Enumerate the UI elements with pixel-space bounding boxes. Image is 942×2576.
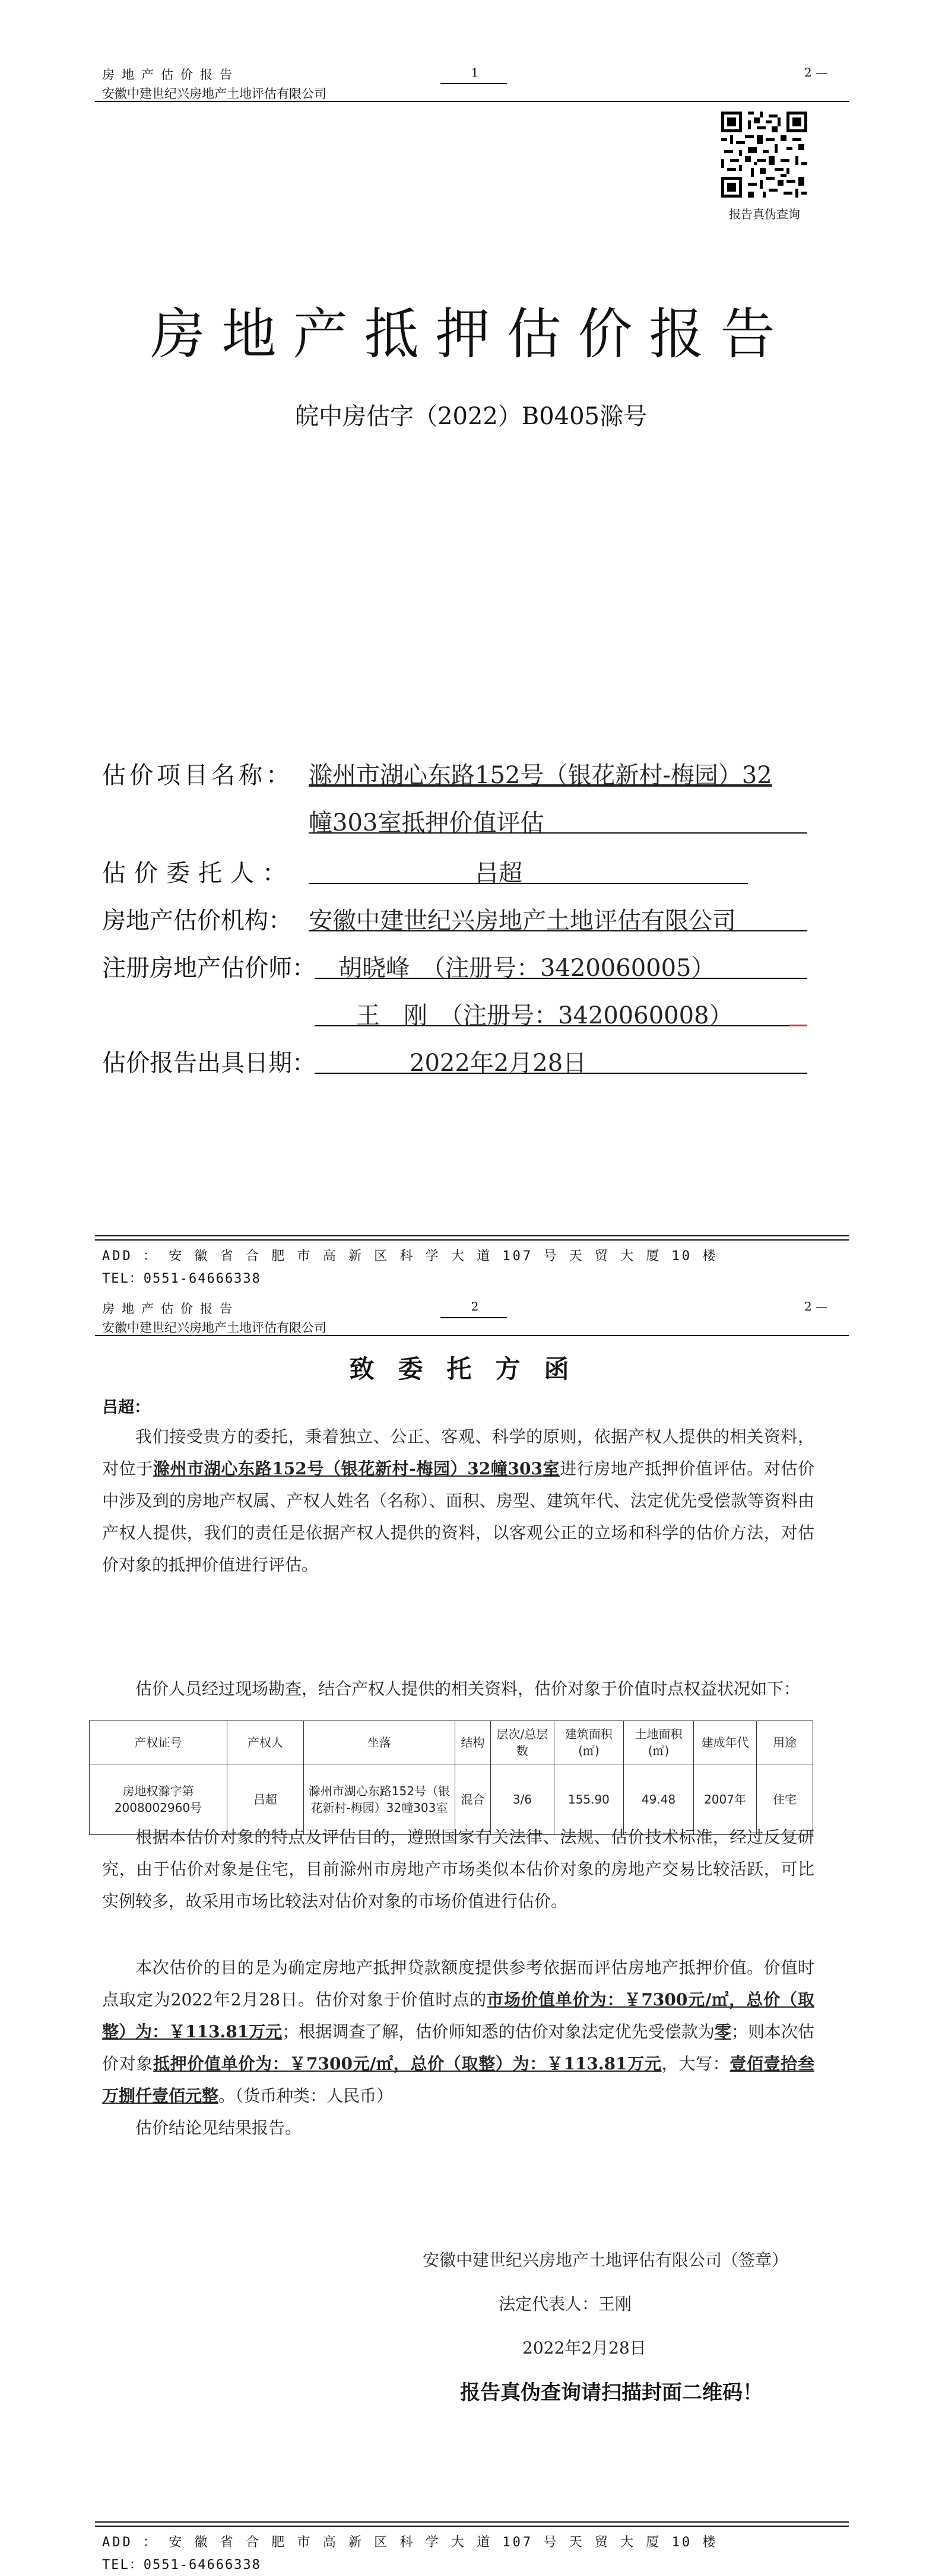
verify-notice: 报告真伪查询请扫描封面二维码！: [460, 2381, 763, 2405]
agency-underline: [309, 930, 807, 931]
cell-location: 滁州市湖心东路152号（银花新村-梅园）32幢303室: [304, 1764, 455, 1835]
footer-rule: [95, 1235, 849, 1241]
client-label: 估价委托人：: [102, 860, 294, 887]
header-total-pages: 2 —: [804, 65, 828, 79]
paragraph-2: 估价人员经过现场勘查，结合产权人提供的相关资料，估价对象于价值时点权益状况如下：: [135, 1679, 801, 1699]
signature-company: 安徽中建世纪兴房地产土地评估有限公司（签章）: [423, 2250, 789, 2270]
qr-caption: 报告真伪查询: [729, 207, 800, 221]
running-header-company: 安徽中建世纪兴房地产土地评估有限公司: [102, 87, 326, 101]
th-building-area: 建筑面积(㎡): [554, 1721, 624, 1764]
header-page-number: 2: [471, 1299, 479, 1314]
th-structure: 结构: [455, 1721, 491, 1764]
header-page-number: 1: [471, 65, 479, 79]
project-name-underline: [309, 832, 807, 834]
qr-code-icon[interactable]: [721, 112, 807, 198]
cell-land-area: 49.48: [624, 1764, 694, 1835]
running-header-title: 房地产估价报告: [102, 68, 239, 82]
cell-floor: 3/6: [491, 1764, 554, 1835]
header-rule: [95, 1335, 849, 1336]
running-header-title: 房地产估价报告: [102, 1302, 239, 1316]
agency-label: 房地产估价机构：: [102, 907, 292, 934]
client-underline: [309, 883, 748, 884]
th-floor: 层次/总层数: [491, 1721, 554, 1764]
property-address: 滁州市湖心东路152号（银花新村-梅园）32幢303室: [153, 1459, 560, 1478]
footer-address: ADD ： 安 徽 省 合 肥 市 高 新 区 科 学 大 道 107 号 天 贸 大 厦 10 楼: [102, 1249, 718, 1264]
paragraph-3: 根据本估价对象的特点及评估目的，遵照国家有关法律、法规、估价技术标准，经过反复研究，由于估价对象是住宅，目前滁州市房地产市场类似本估价对象的房地产交易比较活跃，可比实例较多，故采用市场比较法对估价对象的市场价值进行估价。: [102, 1827, 814, 1911]
header-total-pages: 2 —: [804, 1299, 828, 1314]
paragraph-5: 估价结论见结果报告。: [135, 2118, 302, 2138]
letter-title: 致委托方函: [349, 1354, 593, 1384]
signature-representative: 法定代表人：王刚: [499, 2294, 632, 2314]
date-value: 2022年2月28日: [410, 1050, 587, 1077]
footer-tel: TEL：0551-64666338: [102, 1271, 261, 1286]
header-number-underline: [440, 83, 507, 84]
priority-claim: 零: [714, 2022, 731, 2041]
table-header-row: [90, 1721, 813, 1764]
footer-tel: TEL：0551-64666338: [102, 2558, 261, 2572]
date-label: 估价报告出具日期：: [102, 1050, 316, 1077]
th-location: 坐落: [304, 1721, 455, 1764]
appraiser-2-underline: [315, 1025, 789, 1026]
cell-usage: 住宅: [757, 1764, 813, 1835]
appraiser-2: 王 刚 （注册号：3420060008）: [356, 1002, 733, 1029]
project-name-value-line1: 滁州市湖心东路152号（银花新村-梅园）32: [309, 762, 772, 789]
th-built-year: 建成年代: [693, 1721, 756, 1764]
agency-value: 安徽中建世纪兴房地产土地评估有限公司: [309, 907, 736, 934]
cell-owner: 吕超: [227, 1764, 303, 1835]
market-value: 市场价值单价为：￥7300元/㎡，总价（取整）为：￥113.81万元: [102, 1990, 814, 2041]
appraiser-label: 注册房地产估价师：: [102, 955, 316, 982]
mortgage-value: 抵押价值单价为：￥7300元/㎡，总价（取整）为：￥113.81万元: [153, 2054, 662, 2073]
appraiser-1-underline: [315, 978, 807, 979]
client-value: 吕超: [475, 860, 522, 887]
project-name-value-line2: 幢303室抵押价值评估: [309, 809, 544, 837]
th-land-area: 土地面积(㎡): [624, 1721, 694, 1764]
paragraph-4: 本次估价的目的是为确定房地产抵押贷款额度提供参考依据而评估房地产抵押价值。价值时点取定为2022年2月28日。估价对象于价值时点的市场价值单价为：￥7300元/㎡，总价（取整）为：￥113.81万元；根据调查了解，估价师知悉的估价对象法定优先受偿款为零；则本次估价对象抵押价值单价为：￥7300元/㎡，总价（取整）为：￥113.81万元，大写：壹佰壹拾叁万捌仟壹佰元整。（货币种类：人民币）: [102, 1958, 814, 2106]
th-cert-no: 产权证号: [90, 1721, 227, 1764]
report-title: 房地产抵押估价报告: [150, 303, 792, 366]
running-header-company: 安徽中建世纪兴房地产土地评估有限公司: [102, 1321, 326, 1335]
report-number: 皖中房估字（2022）B0405滁号: [295, 403, 647, 430]
cell-cert-no: 房地权滁字第2008002960号: [90, 1764, 227, 1835]
cell-built-year: 2007年: [693, 1764, 756, 1835]
footer-rule: [95, 2521, 849, 2527]
header-rule: [95, 101, 849, 102]
th-owner: 产权人: [227, 1721, 303, 1764]
appraiser-1: 胡晓峰 （注册号：3420060005）: [338, 955, 715, 982]
footer-address: ADD ： 安 徽 省 合 肥 市 高 新 区 科 学 大 道 107 号 天 贸 大 厦 10 楼: [102, 2535, 718, 2550]
project-name-label: 估价项目名称：: [102, 762, 293, 789]
paragraph-1: 我们接受贵方的委托，秉着独立、公正、客观、科学的原则，依据产权人提供的相关资料，对位于滁州市湖心东路152号（银花新村-梅园）32幢303室进行房地产抵押价值评估。对估价中涉及到的房地产权属、产权人姓名（名称）、面积、房型、建筑年代、法定优先受偿款等资料由产权人提供，我们的责任是依据产权人提供的资料，以客观公正的立场和科学的估价方法，对估价对象的抵押价值进行评估。: [102, 1427, 814, 1575]
header-number-underline: [440, 1317, 507, 1318]
cell-building-area: 155.90: [554, 1764, 624, 1835]
date-underline: [315, 1073, 807, 1074]
cell-structure: 混合: [455, 1764, 491, 1835]
letter-addressee: 吕超：: [102, 1398, 150, 1417]
amount-in-words: 壹佰壹拾叁万捌仟壹佰元整: [102, 2054, 814, 2106]
red-mark: [789, 1025, 807, 1026]
property-info-table: [89, 1720, 813, 1835]
th-usage: 用途: [757, 1721, 813, 1764]
signature-date: 2022年2月28日: [522, 2338, 646, 2358]
